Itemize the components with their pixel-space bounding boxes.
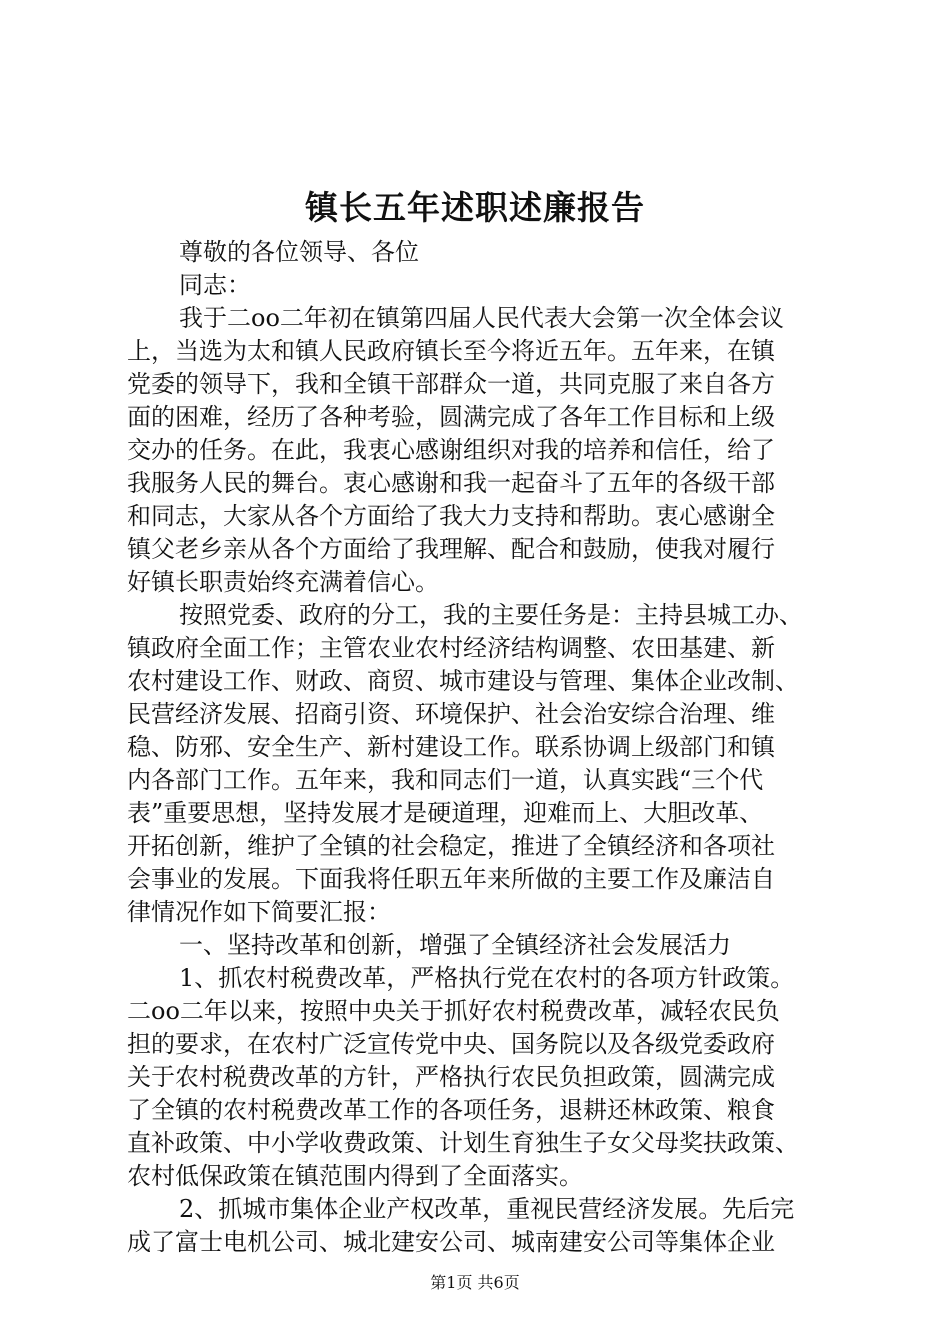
text-line: 2、抓城市集体企业产权改革，重视民营经济发展。先后完 xyxy=(179,1195,795,1223)
text-line: 关于农村税费改革的方针，严格执行农民负担政策，圆满完成 xyxy=(127,1063,775,1091)
text-line: 上，当选为太和镇人民政府镇长至今将近五年。五年来，在镇 xyxy=(127,337,775,365)
document-title: 镇长五年述职述廉报告 xyxy=(305,188,645,227)
text-line: 成了富士电机公司、城北建安公司、城南建安公司等集体企业 xyxy=(127,1228,775,1256)
text-line: 和同志，大家从各个方面给了我大力支持和帮助。衷心感谢全 xyxy=(127,502,775,530)
text-line: 会事业的发展。下面我将任职五年来所做的主要工作及廉洁自 xyxy=(127,865,775,893)
text-line: 党委的领导下，我和全镇干部群众一道，共同克服了来自各方 xyxy=(127,370,775,398)
text-line: 镇政府全面工作；主管农业农村经济结构调整、农田基建、新 xyxy=(127,634,775,662)
text-line: 内各部门工作。五年来，我和同志们一道，认真实践“三个代 xyxy=(127,766,764,794)
text-line: 开拓创新，维护了全镇的社会稳定，推进了全镇经济和各项社 xyxy=(127,832,775,860)
text-line: 尊敬的各位领导、各位 xyxy=(179,238,419,266)
text-line: 面的困难，经历了各种考验，圆满完成了各年工作目标和上级 xyxy=(127,403,775,431)
text-line: 律情况作如下简要汇报： xyxy=(127,898,391,926)
document-body xyxy=(127,236,839,1259)
text-line: 担的要求，在农村广泛宣传党中央、国务院以及各级党委政府 xyxy=(127,1030,775,1058)
text-line: 我服务人民的舞台。衷心感谢和我一起奋斗了五年的各级干部 xyxy=(127,469,775,497)
text-line: 镇父老乡亲从各个方面给了我理解、配合和鼓励，使我对履行 xyxy=(127,535,775,563)
text-line: 了全镇的农村税费改革工作的各项任务，退耕还林政策、粮食 xyxy=(127,1096,775,1124)
text-line: 表”重要思想，坚持发展才是硬道理，迎难而上、大胆改革、 xyxy=(127,799,764,827)
text-line: 直补政策、中小学收费政策、计划生育独生子女父母奖扶政策、 xyxy=(127,1129,799,1157)
text-line: 农村低保政策在镇范围内得到了全面落实。 xyxy=(127,1162,583,1190)
text-line: 民营经济发展、招商引资、环境保护、社会治安综合治理、维 xyxy=(127,700,775,728)
page-footer: 第1页 共6页 xyxy=(430,1273,520,1292)
text-line: 农村建设工作、财政、商贸、城市建设与管理、集体企业改制、 xyxy=(127,667,799,695)
text-line: 我于二oo二年初在镇第四届人民代表大会第一次全体会议 xyxy=(179,304,784,332)
text-line: 1、抓农村税费改革，严格执行党在农村的各项方针政策。 xyxy=(179,964,795,992)
text-line: 同志： xyxy=(179,271,251,299)
section-heading: 一、坚持改革和创新，增强了全镇经济社会发展活力 xyxy=(179,931,731,959)
text-line: 交办的任务。在此，我衷心感谢组织对我的培养和信任，给了 xyxy=(127,436,775,464)
text-line: 二oo二年以来，按照中央关于抓好农村税费改革，减轻农民负 xyxy=(127,997,780,1025)
text-line: 按照党委、政府的分工，我的主要任务是：主持县城工办、 xyxy=(179,601,803,629)
text-line: 好镇长职责始终充满着信心。 xyxy=(127,568,439,596)
text-line: 稳、防邪、安全生产、新村建设工作。联系协调上级部门和镇 xyxy=(127,733,775,761)
